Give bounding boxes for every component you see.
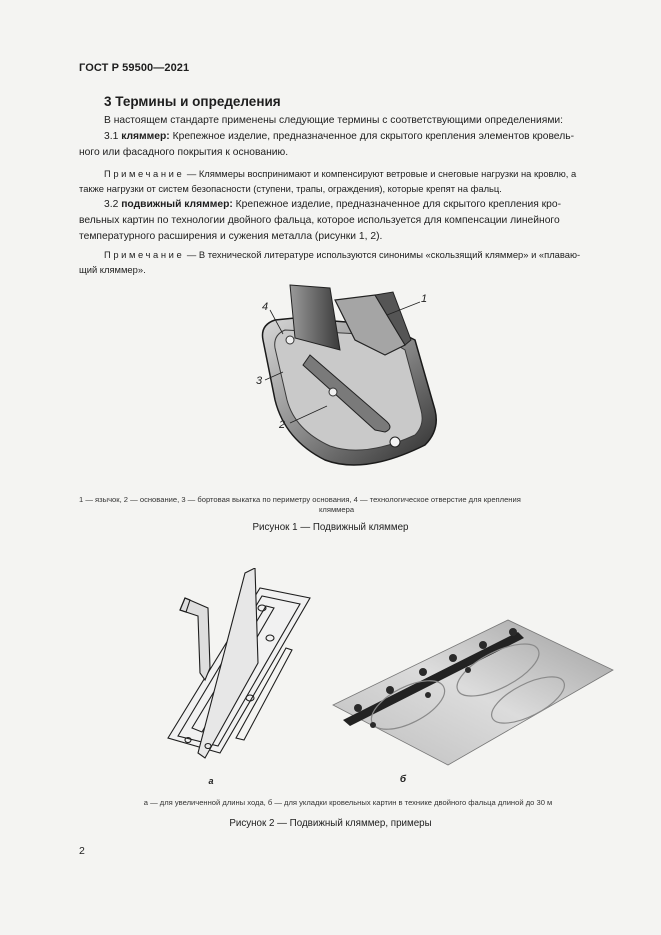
note-3-2 [79,247,617,277]
figure-2b-clip-photo [328,610,618,770]
term-name: подвижный кляммер: [121,199,233,210]
term-definition: Крепежное изделие, предназначенное для скрытого крепления кро- [235,199,562,210]
term-3-2 [79,197,617,245]
term-number: 3.1 [104,131,119,142]
legend-line-cont: кляммера [319,505,355,514]
term-definition-cont: ного или фасадного покрытия к основанию. [79,147,289,158]
callout-4: 4 [262,301,269,313]
note-3-1 [79,166,617,196]
term-name: кляммер: [121,131,170,142]
intro-paragraph [79,113,617,129]
term-3-1 [79,129,617,161]
term-definition-cont: вельных картин по технологии двойного фальца, которое используется для компенсации линейного [79,215,560,226]
figure-2a-clip-drawing [150,568,320,768]
note-text: — Кляммеры воспринимают и компенсируют ветровые и снеговые нагрузки на кровлю, а [184,168,577,179]
section-heading: 3 Термины и определения [104,94,281,109]
page-number: 2 [79,845,85,857]
term-definition: Крепежное изделие, предназначенное для скрытого крепления элементов кровель- [172,131,574,142]
term-number: 3.2 [104,199,119,210]
figure-2a-label: а [208,776,214,786]
note-label: Примечание [104,249,185,260]
note-text-cont: также нагрузки от систем безопасности (ступени, трапы, ограждения), которые крепят на фальц. [79,183,502,194]
term-definition-cont: температурного расширения и сужения металла (рисунки 1, 2). [79,231,383,242]
intro-text: В настоящем стандарте применены следующие термины с соответствующими определениями: [104,115,564,126]
figure-2b-label: б [399,774,407,785]
figure-1-callouts [235,280,450,475]
figure-2-legend: а — для увеличенной длины хода, б — для укладки кровельных картин в технике двойного фальца длиной до 30 м [143,798,553,807]
note-text-cont: щий кляммер». [79,264,146,275]
note-text: — В технической литературе используются синонимы «скользящий кляммер» и «плаваю- [184,249,581,260]
note-label: Примечание [104,168,185,179]
callout-3: 3 [256,375,263,387]
legend-line: 1 — язычок, 2 — основание, 3 — бортовая выкатка по периметру основания, 4 — технологическое отверстие для крепления [79,495,521,504]
figure-1-legend [79,495,617,515]
callout-2: 2 [279,419,286,431]
standard-header: ГОСТ Р 59500—2021 [79,62,190,74]
figure-2-caption: Рисунок 2 — Подвижный кляммер, примеры [229,818,432,829]
callout-1: 1 [421,293,428,305]
figure-1-caption: Рисунок 1 — Подвижный кляммер [252,522,409,533]
